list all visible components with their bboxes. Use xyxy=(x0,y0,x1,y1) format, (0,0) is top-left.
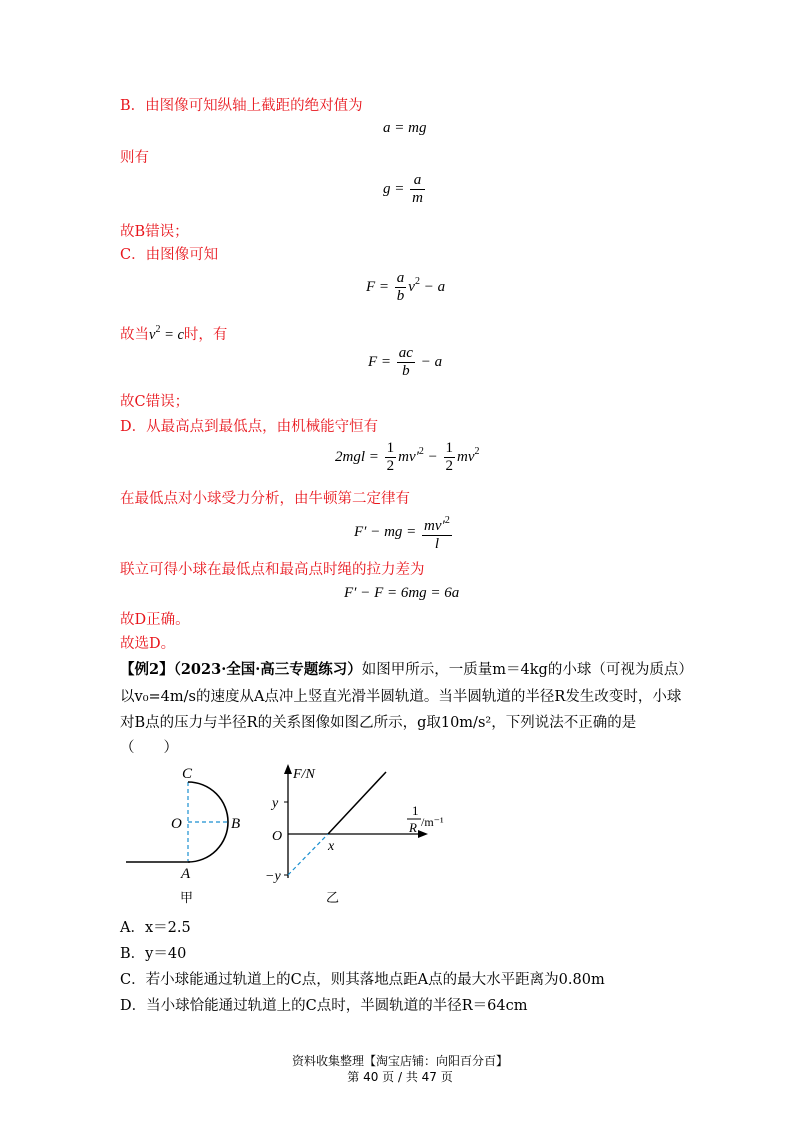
option-b-analysis: B．由图像可知纵轴上截距的绝对值为 xyxy=(120,98,363,114)
caption-yi: 乙 xyxy=(326,890,340,905)
equation-f-ac: F = $\frac{ac}{b}$ − a xyxy=(368,345,443,379)
example-source: （2023·全国·高三专题练习） xyxy=(173,661,362,678)
label-c: C xyxy=(182,766,193,782)
combine: 联立可得小球在最低点和最高点时绳的拉力差为 xyxy=(120,562,425,578)
label-a: A xyxy=(181,866,191,882)
option-d-analysis: D．从最高点到最低点，由机械能守恒有 xyxy=(120,419,379,435)
option-a: A．x＝2.5 xyxy=(120,920,191,936)
example-blank: （ ） xyxy=(120,740,178,756)
equation-g: g = $\frac{a}{m}$ xyxy=(383,172,423,206)
label-b: B xyxy=(231,816,241,832)
figure-force-graph xyxy=(262,762,462,912)
b-wrong: 故B错误； xyxy=(120,224,189,240)
equation-newton: F′ − mg = $\frac{mv'^2}{l}$ xyxy=(354,512,454,553)
example-tag: 【例2】 xyxy=(120,661,174,678)
d-right: 故D正确。 xyxy=(120,612,190,628)
choose-d: 故选D。 xyxy=(120,636,176,652)
footer-source: 资料收集整理【淘宝店铺：向阳百分百】 xyxy=(291,1054,508,1068)
option-c-analysis: C．由图像可知 xyxy=(120,247,219,263)
equation-f: F = $\frac{a}{b}$ $v^2 - a$ xyxy=(366,270,446,304)
example-line-2: 以v₀=4m/s的速度从A点冲上竖直光滑半圆轨道。当半圆轨道的半径R发生改变时，小球 xyxy=(120,689,682,705)
c-when: 故当$v^2 = c$时，有 xyxy=(120,324,228,343)
equation-a-mg: a = mg xyxy=(383,120,427,136)
example-title-line: 【例2】（2023·全国·高三专题练习）如图甲所示，一质量m＝4kg的小球（可视为质点） xyxy=(120,661,693,678)
newton-law: 在最低点对小球受力分析，由牛顿第二定律有 xyxy=(120,491,410,507)
equation-energy: 2mgl = $\frac{1}{2}$ $mv'^2$ − $\frac{1}{2}$ $mv^2$ xyxy=(335,440,480,474)
label-neg-y: −y xyxy=(265,869,281,884)
option-b: B．y＝40 xyxy=(120,946,187,962)
page-number: 第 40 页 / 共 47 页 xyxy=(347,1070,453,1084)
label-y: y xyxy=(272,796,279,811)
vaxis-label: F/N xyxy=(293,767,315,782)
label-x: x xyxy=(328,839,335,854)
then-have: 则有 xyxy=(120,150,149,166)
c-wrong: 故C错误； xyxy=(120,394,190,410)
label-o: O xyxy=(171,816,182,832)
haxis-den: R xyxy=(409,820,417,835)
haxis-num: 1 xyxy=(412,803,419,818)
example-line-3: 对B点的压力与半径R的关系图像如图乙所示，g取10m/s²，下列说法不正确的是 xyxy=(120,715,637,731)
equation-diff: F′ − F = 6mg = 6a xyxy=(344,585,460,601)
label-origin: O xyxy=(272,829,283,844)
caption-jia: 甲 xyxy=(180,890,194,905)
option-d: D．当小球恰能通过轨道上的C点时，半圆轨道的半径R＝64cm xyxy=(120,998,528,1014)
haxis-unit: /m⁻¹ xyxy=(421,815,444,829)
option-c: C．若小球能通过轨道上的C点，则其落地点距A点的最大水平距离为0.80m xyxy=(120,972,605,988)
figure-semicircle-track xyxy=(118,762,258,912)
